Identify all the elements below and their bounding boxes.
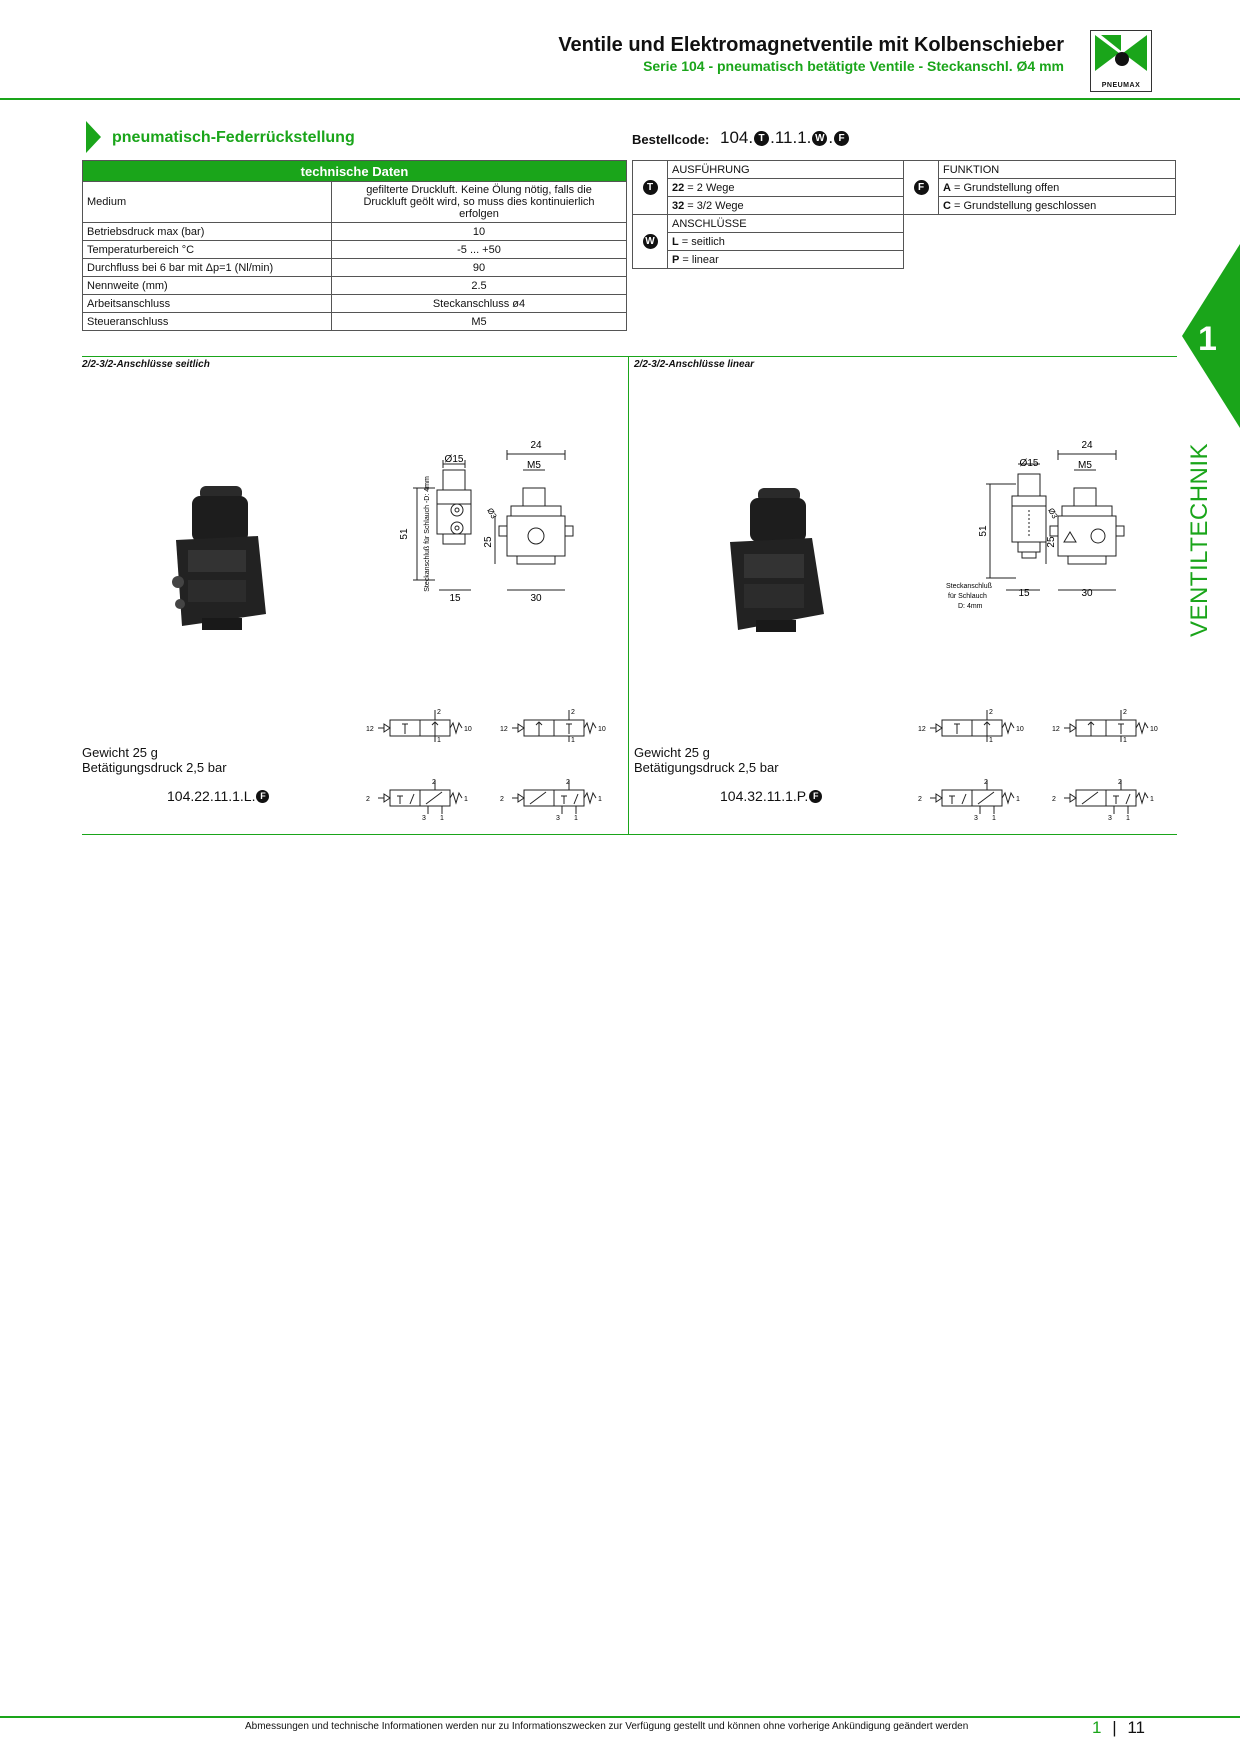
svg-text:3: 3 — [1108, 815, 1112, 822]
svg-text:1: 1 — [1123, 737, 1127, 742]
chapter-label: VENTILTECHNIK — [1186, 442, 1213, 638]
svg-text:2: 2 — [566, 779, 570, 786]
svg-text:12: 12 — [1052, 726, 1060, 733]
order-code-symbol-f: F — [834, 131, 849, 146]
order-code-sep: . — [828, 128, 834, 147]
dimension-drawing-side — [395, 430, 580, 605]
table-row — [83, 223, 627, 241]
svg-text:1: 1 — [464, 796, 468, 803]
svg-text:1: 1 — [1150, 796, 1154, 803]
svg-text:2: 2 — [366, 796, 370, 803]
table-cell-value: 2.5 — [332, 277, 627, 295]
logo-mark-icon — [1091, 31, 1151, 79]
logo-text: PNEUMAX — [1101, 82, 1141, 89]
chapter-number-footer: 1 — [1092, 1718, 1102, 1737]
variant-1-caption: 2/2-3/2-Anschlüsse seitlich — [82, 359, 210, 370]
table-cell-value: 90 — [332, 259, 627, 277]
table-cell-key: Nennweite (mm) — [83, 277, 332, 295]
svg-text:2: 2 — [432, 779, 436, 786]
svg-text:1: 1 — [1016, 796, 1020, 803]
dim-angle: Ø3 — [1046, 506, 1060, 521]
table-cell-value: 10 — [332, 223, 627, 241]
svg-text:2: 2 — [984, 779, 988, 786]
valve-symbol-32-c — [1050, 776, 1166, 822]
dim-bottom-left: 15 — [449, 593, 461, 604]
dim-port-note: für Schlauch — [948, 593, 987, 600]
variant-2-pressure: Betätigungsdruck 2,5 bar — [634, 760, 779, 775]
svg-text:1: 1 — [440, 815, 444, 822]
variant-2-caption: 2/2-3/2-Anschlüsse linear — [634, 359, 755, 370]
dim-width-top: 24 — [530, 440, 542, 451]
table-cell-value: -5 ... +50 — [332, 241, 627, 259]
svg-text:12: 12 — [918, 726, 926, 733]
dim-mid: 25 — [1046, 536, 1057, 548]
page-separator: | — [1112, 1718, 1117, 1737]
svg-text:10: 10 — [598, 726, 606, 733]
anschluesse-symbol: W — [643, 234, 658, 249]
table-cell-key: Arbeitsanschluss — [83, 295, 332, 313]
anschluesse-header: ANSCHLÜSSE — [668, 215, 904, 233]
page-number — [1092, 1718, 1145, 1738]
svg-text:10: 10 — [1016, 726, 1024, 733]
order-code-mid: .11.1. — [770, 128, 812, 147]
list-item: P = linear — [668, 251, 904, 269]
valve-symbol-22-c — [498, 706, 614, 742]
page-subtitle: Serie 104 - pneumatisch betätigte Ventile - Steckanschl. Ø4 mm — [643, 58, 1064, 74]
funktion-header: FUNKTION — [939, 161, 1176, 179]
order-code-symbol-w: W — [812, 131, 827, 146]
svg-text:1: 1 — [1126, 815, 1130, 822]
table-cell-value: Steckanschluss ø4 — [332, 295, 627, 313]
svg-text:2: 2 — [918, 796, 922, 803]
svg-text:2: 2 — [1123, 709, 1127, 716]
svg-text:2: 2 — [1052, 796, 1056, 803]
valve-symbol-32-a — [916, 776, 1032, 822]
list-item: A = Grundstellung offen — [939, 179, 1176, 197]
section-arrow-icon — [86, 121, 101, 153]
dim-diameter: Ø15 — [444, 454, 464, 465]
pneumax-logo — [1090, 30, 1152, 92]
svg-text:12: 12 — [500, 726, 508, 733]
svg-text:2: 2 — [500, 796, 504, 803]
list-item: C = Grundstellung geschlossen — [939, 197, 1176, 215]
dim-diameter: Ø15 — [1019, 458, 1039, 469]
dim-height: 51 — [978, 525, 989, 537]
table-cell-key: Durchfluss bei 6 bar mit Δp=1 (Nl/min) — [83, 259, 332, 277]
dim-thread: M5 — [527, 460, 541, 471]
page-title: Ventile und Elektromagnetventile mit Kolbenschieber — [558, 34, 1064, 56]
variant-2-model: 104.32.11.1.P. F — [720, 788, 823, 804]
list-item: L = seitlich — [668, 233, 904, 251]
svg-text:12: 12 — [366, 726, 374, 733]
section-title: pneumatisch-Federrückstellung — [112, 129, 355, 146]
footer-divider — [0, 1716, 1240, 1718]
product-area-top-line — [82, 356, 1177, 357]
tech-data-table — [82, 160, 627, 331]
variant-1-weight: Gewicht 25 g — [82, 745, 158, 760]
variant-1-model: 104.22.11.1.L. F — [167, 788, 270, 804]
product-area-bottom-line — [82, 834, 1177, 835]
table-cell-value: gefilterte Druckluft. Keine Ölung nötig, falls die Druckluft geölt wird, so muss dies kontinuierlich erfolgen — [332, 182, 627, 223]
dim-mid: 25 — [483, 536, 494, 548]
table-cell-key: Temperaturbereich °C — [83, 241, 332, 259]
variant-1-pressure: Betätigungsdruck 2,5 bar — [82, 760, 227, 775]
svg-text:3: 3 — [974, 815, 978, 822]
chapter-number: 1 — [1198, 320, 1217, 358]
dim-port-note: Steckanschluß — [946, 583, 992, 590]
dim-bottom-left: 15 — [1018, 588, 1030, 599]
valve-symbol-22-c — [1050, 706, 1166, 742]
dim-bottom-right: 30 — [1081, 588, 1093, 599]
svg-text:2: 2 — [571, 709, 575, 716]
svg-text:2: 2 — [1118, 779, 1122, 786]
table-row — [83, 313, 627, 331]
product-area-divider — [628, 356, 629, 834]
table-row — [83, 259, 627, 277]
dim-height: 51 — [399, 528, 410, 540]
order-code — [720, 128, 850, 148]
footer-disclaimer: Abmessungen und technische Informationen werden nur zu Informationszwecken zur Verfügung gestellt und können ohne vorherige Ankündigung geändert werden — [245, 1721, 969, 1732]
valve-photo-side — [162, 480, 282, 640]
svg-text:1: 1 — [574, 815, 578, 822]
table-row — [83, 182, 627, 223]
funktion-symbol: F — [914, 180, 929, 195]
table-row — [83, 241, 627, 259]
table-cell-key: Medium — [83, 182, 332, 223]
order-code-prefix: 104. — [720, 128, 754, 147]
order-code-label: Bestellcode: — [632, 132, 710, 147]
svg-text:1: 1 — [992, 815, 996, 822]
dim-bottom-right: 30 — [530, 593, 542, 604]
list-item: 22 = 2 Wege — [668, 179, 904, 197]
svg-text:1: 1 — [989, 737, 993, 742]
ausfuehrung-header: AUSFÜHRUNG — [668, 161, 904, 179]
svg-text:10: 10 — [464, 726, 472, 733]
svg-text:1: 1 — [571, 737, 575, 742]
svg-text:2: 2 — [437, 709, 441, 716]
dim-port-note: Steckanschluß für Schlauch -D: 4mm — [424, 476, 431, 592]
dim-width-top: 24 — [1081, 440, 1093, 451]
variant-2-model-symbol: F — [809, 790, 822, 803]
options-table-left — [632, 160, 904, 269]
variant-2-weight: Gewicht 25 g — [634, 745, 710, 760]
svg-text:1: 1 — [598, 796, 602, 803]
list-item: 32 = 3/2 Wege — [668, 197, 904, 215]
svg-text:10: 10 — [1150, 726, 1158, 733]
order-code-symbol-t: T — [754, 131, 769, 146]
variant-1-model-symbol: F — [256, 790, 269, 803]
dim-port-note: D: 4mm — [958, 603, 983, 610]
valve-symbol-32-c — [498, 776, 614, 822]
ausfuehrung-symbol: T — [643, 180, 658, 195]
valve-symbol-22-a — [364, 706, 480, 742]
table-cell-value: M5 — [332, 313, 627, 331]
table-cell-key: Steueranschluss — [83, 313, 332, 331]
dimension-drawing-linear — [940, 430, 1125, 630]
valve-symbol-32-a — [364, 776, 480, 822]
page-number-value: 11 — [1127, 1718, 1146, 1737]
svg-text:2: 2 — [989, 709, 993, 716]
header-divider — [0, 98, 1240, 100]
svg-text:3: 3 — [422, 815, 426, 822]
svg-text:1: 1 — [437, 737, 441, 742]
table-row — [83, 277, 627, 295]
options-table-right — [904, 160, 1176, 215]
table-cell-key: Betriebsdruck max (bar) — [83, 223, 332, 241]
valve-photo-linear — [720, 484, 840, 644]
svg-text:3: 3 — [556, 815, 560, 822]
table-row — [83, 295, 627, 313]
tech-table-header: technische Daten — [83, 161, 627, 182]
valve-symbol-22-a — [916, 706, 1032, 742]
dim-angle: Ø3 — [485, 506, 499, 521]
dim-thread: M5 — [1078, 460, 1092, 471]
